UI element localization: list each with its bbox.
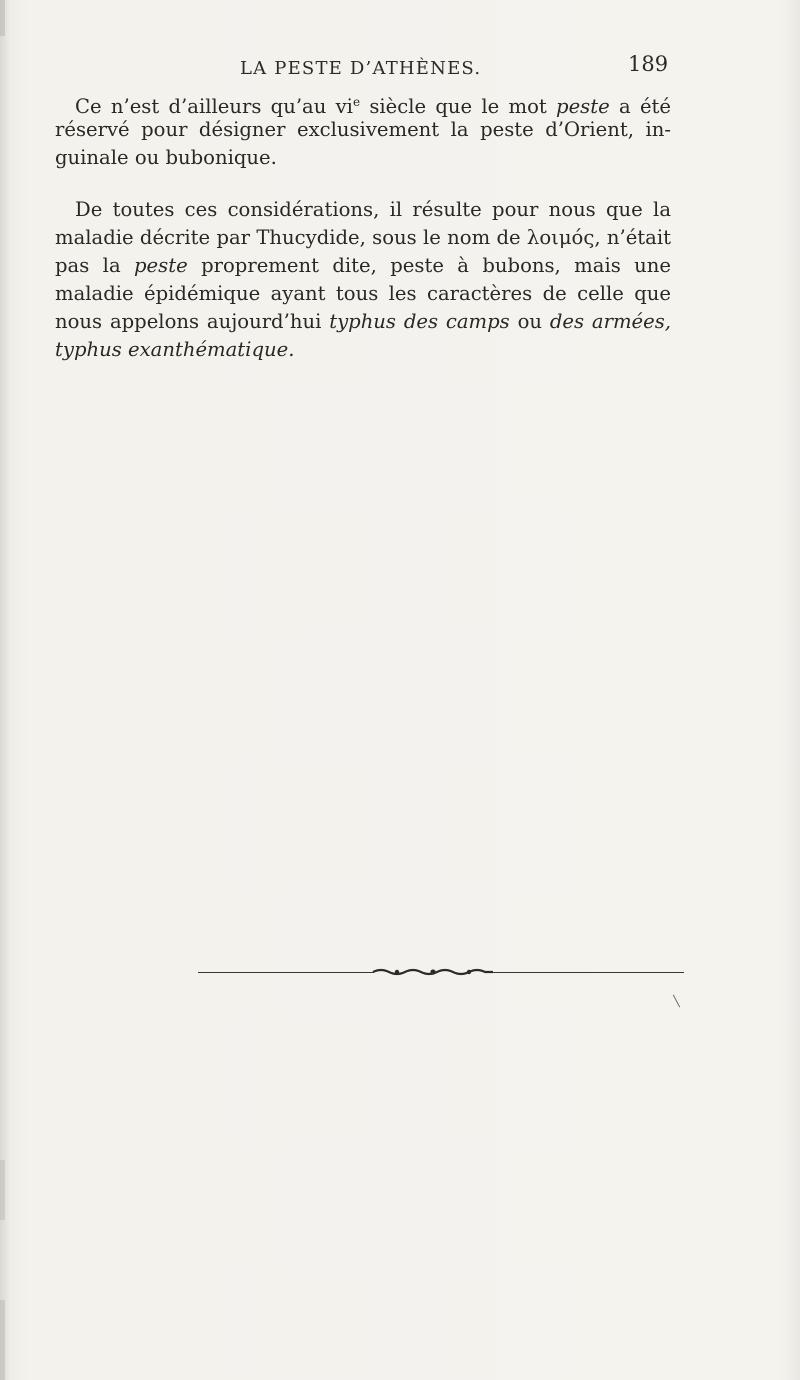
text-line [55, 252, 671, 280]
text-run: Ce n’est d’ailleurs qu’au vi [75, 95, 353, 118]
gutter-mark [0, 1300, 5, 1380]
text-line [75, 196, 671, 224]
text-run: maladie épidémique ayant tous les caractères de celle que [55, 282, 671, 305]
text-line [55, 144, 671, 172]
running-head-title: LA PESTE D’ATHÈNES. [240, 58, 482, 79]
italic-text: typhus exanthématique. [55, 338, 295, 361]
text-line [55, 116, 671, 144]
ornament-flourish [371, 968, 495, 976]
superscript-text: e [352, 95, 361, 109]
italic-text: peste [556, 95, 610, 118]
end-ornament-rule [198, 970, 678, 974]
text-run: a été [609, 95, 672, 118]
gutter-mark [0, 1160, 5, 1220]
text-run: siècle que le mot [360, 95, 557, 118]
text-run: guinale ou bubonique. [55, 146, 277, 169]
text-run: maladie décrite par Thucydide, sous le nom de λοιμός, n’était [55, 226, 671, 249]
text-run: nous appelons aujourd’hui [55, 310, 330, 333]
text-line [55, 336, 671, 364]
text-run: proprement dite, peste à bubons, mais une [187, 254, 671, 277]
stray-mark [673, 995, 680, 1008]
text-run: pas la [55, 254, 135, 277]
italic-text: peste [134, 254, 188, 277]
text-run: De toutes ces considérations, il résulte pour nous que la [75, 198, 671, 221]
italic-text: typhus des camps [329, 310, 510, 333]
text-line [55, 280, 671, 308]
text-run: ou [509, 310, 550, 333]
text-line [75, 88, 671, 116]
text-run: réservé pour désigner exclusivement la peste d’Orient, in- [55, 118, 671, 141]
gutter-mark [0, 0, 5, 36]
page-number: 189 [628, 52, 669, 76]
text-line [55, 308, 671, 336]
italic-text: des armées, [549, 310, 672, 333]
text-line [55, 224, 671, 252]
